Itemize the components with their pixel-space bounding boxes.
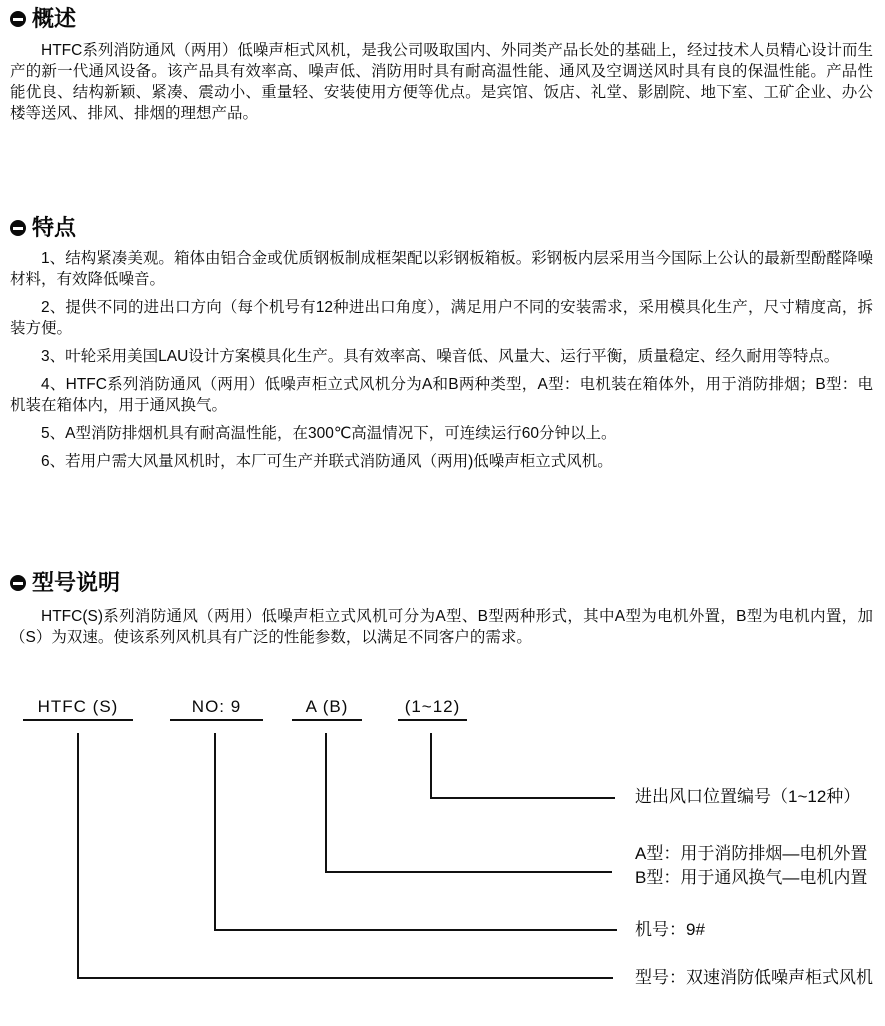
section-overview	[10, 6, 873, 124]
overview-paragraph: HTFC系列消防通风（两用）低噪声柜式风机，是我公司吸取国内、外同类产品长处的基础上，经过技术人员精心设计而生产的新一代通风设备。该产品具有效率高、噪声低、消防用时具有耐高温性能、通风及空调送风时具有良的保温性能。产品性能优良、结构新颖、紧凑、震动小、重量轻、安装使用方便等优点。是宾馆、饭店、礼堂、影剧院、地下室、工矿企业、办公楼等送风、排风、排烟的理想产品。	[10, 42, 873, 122]
diagram-label-type-b: B型：用于通风换气—电机内置	[635, 868, 868, 887]
feature-item: 6、若用户需大风量风机时，本厂可生产并联式消防通风（两用)低噪声柜立式风机。	[41, 453, 613, 470]
feature-item: 1、结构紧凑美观。箱体由铝合金或优质钢板制成框架配以彩钢板箱板。彩钢板内层采用当今国际上公认的最新型酚醛降噪材料，有效降低噪音。	[10, 250, 873, 288]
section-title-text: 概述	[32, 6, 77, 31]
code-segment-series: HTFC (S)	[23, 695, 133, 721]
diagram-label-outlet: 进出风口位置编号（1~12种）	[635, 787, 861, 806]
section-bullet-icon	[10, 575, 26, 591]
connector-line-type-horizontal	[325, 871, 612, 873]
section-title-features	[10, 215, 873, 241]
connector-line-type-vertical	[325, 733, 327, 873]
feature-item: 5、A型消防排烟机具有耐高温性能，在300℃高温情况下，可连续运行60分钟以上。	[41, 425, 617, 442]
bullet-bar	[13, 18, 23, 21]
connector-line-outlet-vertical	[430, 733, 432, 799]
model-code-diagram	[10, 695, 873, 1001]
section-title-overview	[10, 6, 873, 32]
section-title-text: 特点	[32, 215, 77, 240]
bullet-bar	[13, 227, 23, 230]
section-bullet-icon	[10, 220, 26, 236]
section-bullet-icon	[10, 11, 26, 27]
connector-line-size-vertical	[214, 733, 216, 931]
connector-line-series-vertical	[77, 733, 79, 979]
section-title-text: 型号说明	[32, 570, 121, 595]
section-title-model	[10, 570, 873, 596]
feature-item: 4、HTFC系列消防通风（两用）低噪声柜立式风机分为A和B两种类型，A型：电机装在箱体外，用于消防排烟；B型：电机装在箱体内，用于通风换气。	[10, 376, 873, 414]
feature-item: 3、叶轮采用美国LAU设计方案模具化生产。具有效率高、噪音低、风量大、运行平衡，质量稳定、经久耐用等特点。	[41, 348, 840, 365]
connector-line-series-horizontal	[77, 977, 613, 979]
feature-item: 2、提供不同的进出口方向（每个机号有12种进出口角度），满足用户不同的安装需求，采用模具化生产，尺寸精度高，拆装方便。	[10, 299, 873, 337]
bullet-bar	[13, 582, 23, 585]
diagram-label-type-a: A型：用于消防排烟—电机外置	[635, 844, 868, 863]
connector-line-size-horizontal	[214, 929, 617, 931]
code-segment-type: A (B)	[292, 695, 362, 721]
code-segment-outlet: (1~12)	[398, 695, 467, 721]
connector-line-outlet-horizontal	[430, 797, 615, 799]
section-features	[10, 215, 873, 472]
section-model	[10, 570, 873, 1001]
model-paragraph: HTFC(S)系列消防通风（两用）低噪声柜立式风机可分为A型、B型两种形式，其中A型为电机外置，B型为电机内置，加（S）为双速。使该系列风机具有广泛的性能参数，以满足不同客户的需求。	[10, 608, 873, 646]
diagram-label-size: 机号：9#	[635, 920, 705, 939]
code-segment-size: NO: 9	[170, 695, 263, 721]
diagram-label-type	[635, 842, 867, 890]
diagram-label-model: 型号：双速消防低噪声柜式风机	[635, 968, 873, 987]
